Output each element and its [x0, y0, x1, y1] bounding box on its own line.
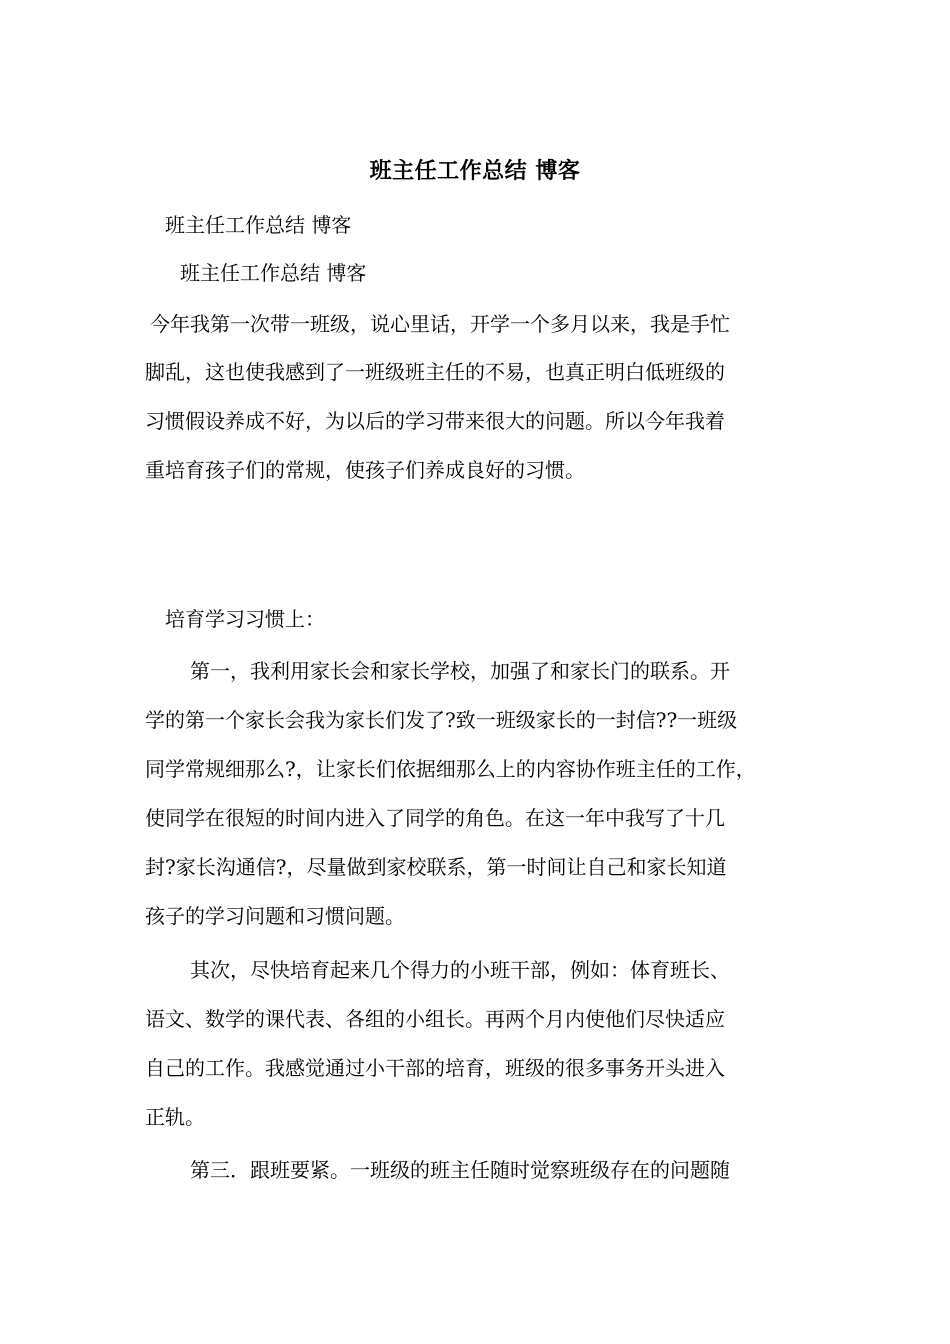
- intro-line: 今年我第一次带一班级，说心里话，开学一个多月以来，我是手忙: [150, 312, 730, 336]
- paragraph-line: 语文、数学的课代表、各组的小组长。再两个月内使他们尽快适应: [145, 1007, 725, 1031]
- subtitle-line: 班主任工作总结 博客: [180, 261, 367, 285]
- paragraph-line: 其次，尽快培育起来几个得力的小班干部，例如：体育班长、: [190, 958, 730, 982]
- paragraph-line: 学的第一个家长会我为家长们发了?致一班级家长的一封信??一班级: [145, 708, 738, 732]
- paragraph-line: 第一，我利用家长会和家长学校，加强了和家长门的联系。开: [190, 659, 730, 683]
- intro-line: 脚乱，这也使我感到了一班级班主任的不易，也真正明白低班级的: [145, 360, 725, 384]
- intro-line: 习惯假设养成不好，为以后的学习带来很大的问题。所以今年我着: [145, 409, 725, 433]
- page-title: 班主任工作总结 博客: [369, 158, 581, 184]
- paragraph-line: 使同学在很短的时间内进入了同学的角色。在这一年中我写了十几: [145, 806, 725, 830]
- paragraph-line: 封?家长沟通信?，尽量做到家校联系，第一时间让自己和家长知道: [145, 855, 727, 879]
- paragraph-line: 正轨。: [145, 1105, 205, 1129]
- paragraph-line: 第三．跟班要紧。一班级的班主任随时觉察班级存在的问题随: [190, 1158, 730, 1182]
- paragraph-line: 自己的工作。我感觉通过小干部的培育，班级的很多事务开头进入: [145, 1056, 725, 1080]
- paragraph-line: 同学常规细那么?，让家长们依据细那么上的内容协作班主任的工作，: [145, 757, 756, 781]
- section-heading: 培育学习习惯上：: [165, 607, 325, 631]
- paragraph-line: 孩子的学习问题和习惯问题。: [145, 904, 405, 928]
- subtitle-line: 班主任工作总结 博客: [165, 213, 352, 237]
- intro-line: 重培育孩子们的常规，使孩子们养成良好的习惯。: [145, 458, 585, 482]
